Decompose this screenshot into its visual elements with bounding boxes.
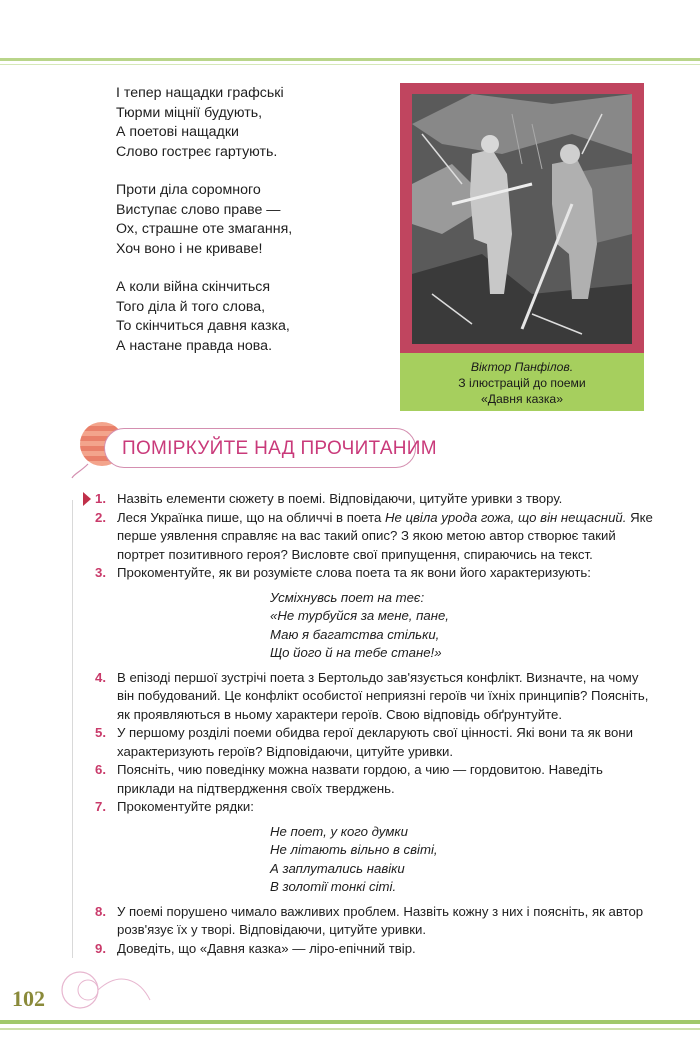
section-heading-block <box>70 414 437 482</box>
poem-line: Тюрми міцнії будують, <box>116 104 263 121</box>
task-item <box>95 903 655 940</box>
quote-block <box>95 823 655 897</box>
caption-line: З ілюстрацій до поеми <box>458 376 586 390</box>
task-text: Леся Українка пише, що на обличчі в поета <box>117 509 385 525</box>
illustration-frame <box>400 83 644 353</box>
illustration-caption <box>400 353 644 411</box>
poem-line: Хоч воно і не криваве! <box>116 240 263 257</box>
task-item <box>95 940 655 959</box>
task-text: Назвіть елементи сюжету в поемі. Відповідаючи, цитуйте уривки з твору. <box>117 491 563 506</box>
quote-line: Не поет, у кого думки <box>270 823 408 839</box>
illustration-image <box>412 94 632 344</box>
task-number: 8. <box>95 903 106 919</box>
task-number: 4. <box>95 669 106 685</box>
task-item <box>95 509 655 565</box>
quote-line: Усміхнувсь поет на теє: <box>270 589 425 605</box>
task-item <box>95 564 655 583</box>
task-number: 3. <box>95 565 106 580</box>
quote-line: Маю я багатства стільки, <box>270 626 440 642</box>
task-text-italic: Не цвіла урода гожа, що він нещасний. <box>384 509 627 525</box>
quote-line: Не літають вільно в світі, <box>270 842 438 857</box>
task-number: 9. <box>95 940 106 956</box>
task-text: У поемі порушено чимало важливих проблем. Назвіть кожну з них і поясніть, як автор розв'язує їх у творі. Відповідаючи, цитуйте уривки. <box>117 903 644 937</box>
task-number: 5. <box>95 725 106 740</box>
quote-line: Що його й на тебе стане!» <box>270 645 442 660</box>
bottom-rule-thin <box>0 1028 700 1030</box>
poem-line: А коли війна скінчиться <box>116 279 271 295</box>
poem-line: Того діла й того слова, <box>116 298 266 315</box>
quote-line: В золотії тонкі сіті. <box>270 879 397 894</box>
task-number: 1. <box>95 491 106 506</box>
poem-stanza <box>116 84 292 162</box>
margin-rule <box>72 500 73 958</box>
task-number: 2. <box>95 509 106 525</box>
task-list <box>95 490 655 958</box>
caption-author: Віктор Панфілов. <box>470 360 574 374</box>
page-number: 102 <box>12 986 45 1011</box>
poem-line: Слово гостреє гартують. <box>116 143 278 160</box>
engraving-illustration <box>412 94 632 344</box>
section-heading: ПОМІРКУЙТЕ НАД ПРОЧИТАНИМ <box>122 438 437 459</box>
caption-line: «Давня казка» <box>481 392 563 406</box>
top-rule <box>0 58 700 61</box>
task-item <box>95 798 655 817</box>
decorative-swirl-icon <box>40 960 160 1020</box>
poem-stanza <box>116 278 292 356</box>
task-text: У першому розділі поеми обидва герої декларують свої цінності. Які вони та як вони характеризують героїв? Відповідаючи, цитуйте уривки. <box>117 725 634 759</box>
poem-line: А поетові нащадки <box>116 124 239 140</box>
task-text: Поясніть, чию поведінку можна назвати гордою, а чию — гордовитою. Наведіть приклади на підтвердження своїх тверджень. <box>117 762 603 796</box>
task-text: Прокоментуйте рядки: <box>117 799 254 814</box>
poem-line: Виступає слово праве — <box>116 201 281 218</box>
poem-line: То скінчиться давня казка, <box>116 318 290 334</box>
task-marker-icon <box>83 492 91 506</box>
quote-line: «Не турбуйся за мене, пане, <box>270 608 449 623</box>
poem-line: А настане правда нова. <box>116 337 273 354</box>
task-number: 7. <box>95 799 106 814</box>
task-text: В епізоді першої зустрічі поета з Бертольдо зав'язується конфлікт. Визначте, на чому він побудований. Це конфлікт особистої неприязні героїв чи їхніх принципів? Поясніть, як проявляються в ньому характери героїв. Свою відповідь обґрунтуйте. <box>117 669 649 722</box>
task-number: 6. <box>95 762 106 777</box>
task-text: Доведіть, що «Давня казка» — ліро-епічний твір. <box>117 940 416 956</box>
quote-line: А заплутались навіки <box>270 860 405 876</box>
task-text: Яке перше уявлення справляє на вас такий опис? З якою метою автор створює такий портрет позитивного героя? Висловте свої припущення, спираючись на текст. <box>117 509 653 562</box>
poem-line: Ох, страшне оте змагання, <box>116 221 293 237</box>
task-text: Прокоментуйте, як ви розумієте слова поета та як вони його характеризують: <box>117 565 591 580</box>
quote-block <box>95 589 655 663</box>
task-item <box>95 490 655 509</box>
poem-line: Проти діла соромного <box>116 182 261 198</box>
bottom-rule <box>0 1020 700 1024</box>
poem-stanza <box>116 181 292 259</box>
poem-line: І тепер нащадки графські <box>116 85 284 101</box>
poem-excerpt <box>116 84 292 375</box>
task-item <box>95 669 655 725</box>
top-rule-thin <box>0 64 700 65</box>
task-item <box>95 724 655 761</box>
task-item <box>95 761 655 798</box>
